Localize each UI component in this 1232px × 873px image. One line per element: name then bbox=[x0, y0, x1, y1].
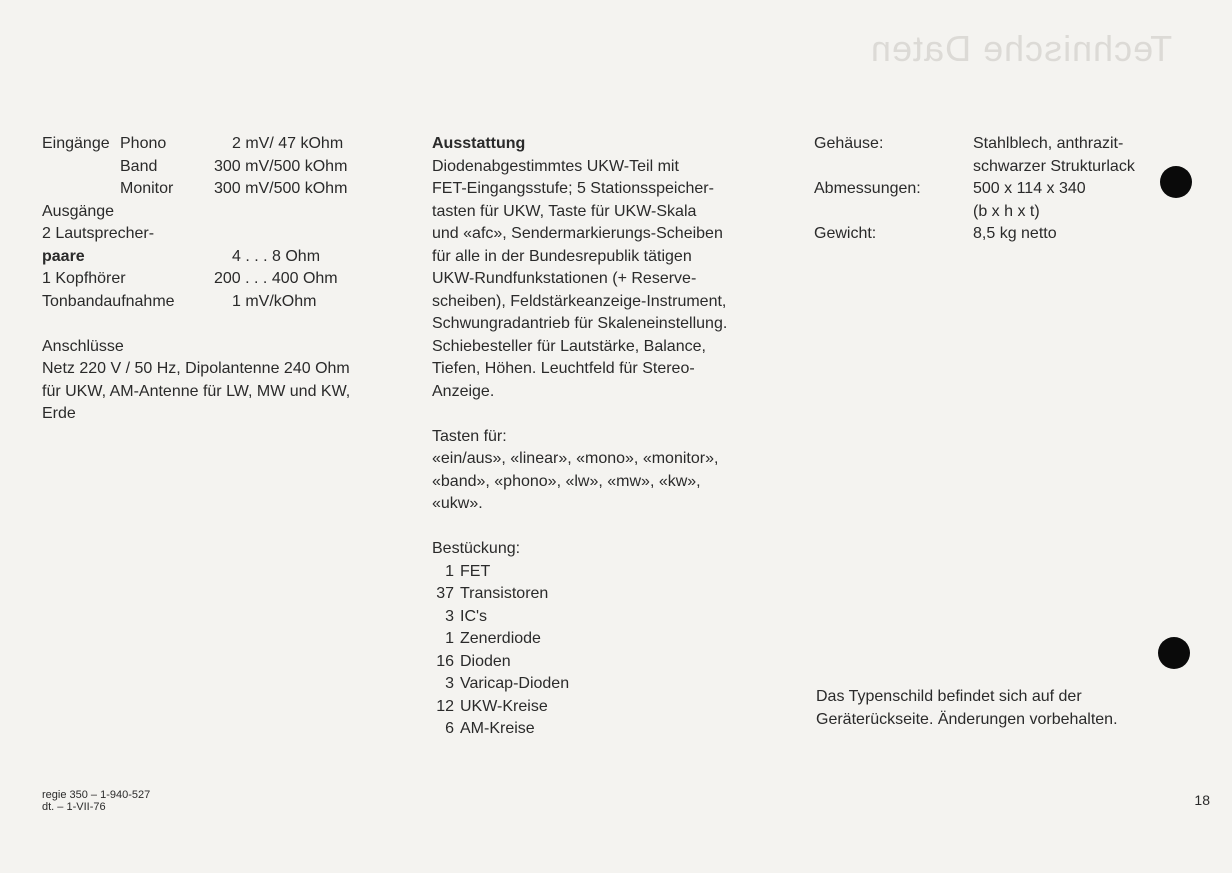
spec-value: Stahlblech, anthrazit- bbox=[973, 135, 1124, 152]
input-name: Phono bbox=[120, 135, 167, 152]
output-label: Tonbandaufnahme bbox=[42, 292, 175, 310]
connections-line bbox=[42, 381, 412, 404]
component-name: Dioden bbox=[460, 652, 511, 670]
binder-hole-icon bbox=[1158, 637, 1190, 669]
output-value: 1 mV/kOhm bbox=[232, 292, 317, 310]
input-row bbox=[42, 133, 412, 156]
spec-value: (b x h x t) bbox=[973, 202, 1040, 220]
column-features bbox=[432, 133, 792, 741]
component-name: FET bbox=[460, 562, 491, 580]
component-name: Transistoren bbox=[460, 585, 549, 602]
features-line: Schwungradantrieb für Skaleneinstellung. bbox=[432, 315, 728, 332]
input-row bbox=[42, 178, 412, 201]
components-list bbox=[432, 561, 792, 741]
features-text bbox=[432, 156, 792, 404]
component-name: AM-Kreise bbox=[460, 720, 535, 737]
buttons-line: «ukw». bbox=[432, 495, 483, 512]
notice-line: Das Typenschild befindet sich auf der bbox=[816, 688, 1082, 705]
features-line: Schiebesteller für Lautstärke, Balance, bbox=[432, 337, 706, 355]
input-name: Monitor bbox=[120, 180, 174, 197]
features-line: und «afc», Sendermarkierungs-Scheiben bbox=[432, 225, 723, 242]
input-value: 300 mV/500 kOhm bbox=[214, 180, 348, 197]
outputs-title bbox=[42, 201, 412, 224]
component-name: Varicap-Dioden bbox=[460, 675, 570, 692]
features-line: tasten für UKW, Taste für UKW-Skala bbox=[432, 202, 697, 220]
list-item bbox=[432, 561, 792, 584]
connections-line bbox=[42, 403, 412, 426]
spec-row bbox=[814, 156, 1174, 179]
output-label: 2 Lautsprecher- bbox=[42, 225, 155, 242]
connections-text: für UKW, AM-Antenne für LW, MW und KW, bbox=[42, 382, 351, 400]
column-housing bbox=[814, 133, 1174, 246]
components-title: Bestückung: bbox=[432, 540, 521, 557]
connections-text: Netz 220 V / 50 Hz, Dipolantenne 240 Ohm bbox=[42, 360, 350, 377]
output-row bbox=[42, 223, 412, 246]
spec-row bbox=[814, 178, 1174, 201]
component-count: 3 bbox=[445, 675, 454, 692]
section-heading: Ausstattung bbox=[432, 135, 526, 152]
spec-row bbox=[814, 223, 1174, 246]
list-item bbox=[432, 583, 792, 606]
list-item bbox=[432, 718, 792, 741]
list-item bbox=[432, 606, 792, 629]
component-count: 1 bbox=[445, 562, 454, 580]
spec-key: Gewicht: bbox=[814, 225, 877, 242]
features-line: Diodenabgestimmtes UKW-Teil mit bbox=[432, 157, 679, 175]
spec-row bbox=[814, 201, 1174, 224]
spec-key: Abmessungen: bbox=[814, 180, 921, 197]
output-label: paare bbox=[42, 247, 85, 265]
print-reference-line: dt. – 1-VII-76 bbox=[42, 801, 106, 813]
component-count: 1 bbox=[445, 630, 454, 647]
output-value: 200 . . . 400 Ohm bbox=[214, 270, 338, 287]
connections-line bbox=[42, 358, 412, 381]
spec-key: Gehäuse: bbox=[814, 135, 884, 152]
component-name: IC's bbox=[460, 607, 488, 625]
spec-value: 8,5 kg netto bbox=[973, 225, 1057, 242]
inputs-label: Eingänge bbox=[42, 135, 110, 152]
list-item bbox=[432, 651, 792, 674]
spec-row bbox=[814, 133, 1174, 156]
spec-value: schwarzer Strukturlack bbox=[973, 157, 1135, 175]
output-row bbox=[42, 246, 412, 269]
features-line: Anzeige. bbox=[432, 382, 495, 400]
connections-text: Erde bbox=[42, 405, 76, 422]
features-line: UKW-Rundfunkstationen (+ Reserve- bbox=[432, 270, 697, 287]
connections-title-text: Anschlüsse bbox=[42, 337, 124, 355]
component-name: UKW-Kreise bbox=[460, 697, 548, 715]
list-item bbox=[432, 673, 792, 696]
features-line: FET-Eingangsstufe; 5 Stationsspeicher- bbox=[432, 180, 714, 197]
connections-title bbox=[42, 336, 412, 359]
outputs-title-text: Ausgänge bbox=[42, 202, 115, 220]
spec-value: 500 x 114 x 340 bbox=[973, 180, 1086, 197]
features-line: für alle in der Bundesrepublik tätigen bbox=[432, 247, 692, 265]
features-line: Tiefen, Höhen. Leuchtfeld für Stereo- bbox=[432, 360, 695, 377]
output-row bbox=[42, 268, 412, 291]
component-count: 16 bbox=[436, 652, 454, 670]
column-electrical bbox=[42, 133, 412, 426]
output-row bbox=[42, 291, 412, 314]
component-count: 6 bbox=[445, 720, 454, 737]
component-count: 37 bbox=[436, 585, 454, 602]
component-count: 12 bbox=[436, 697, 454, 715]
features-line: scheiben), Feldstärkeanzeige-Instrument, bbox=[432, 292, 727, 310]
binder-hole-icon bbox=[1160, 166, 1192, 198]
input-value: 2 mV/ 47 kOhm bbox=[232, 135, 344, 152]
input-value: 300 mV/500 kOhm bbox=[214, 157, 348, 175]
page-bleed-through-heading: Technische Daten bbox=[869, 28, 1172, 69]
list-item bbox=[432, 628, 792, 651]
buttons-title: Tasten für: bbox=[432, 427, 507, 445]
print-reference bbox=[42, 789, 150, 813]
list-item bbox=[432, 696, 792, 719]
print-reference-line: regie 350 – 1-940-527 bbox=[42, 789, 151, 801]
component-count: 3 bbox=[445, 607, 454, 625]
page-number: 18 bbox=[1194, 792, 1210, 808]
input-name: Band bbox=[120, 157, 158, 175]
notice-line: Geräterückseite. Änderungen vorbehalten. bbox=[816, 710, 1118, 728]
component-name: Zenerdiode bbox=[460, 630, 541, 647]
buttons-line: «band», «phono», «lw», «mw», «kw», bbox=[432, 472, 701, 490]
output-label: 1 Kopfhörer bbox=[42, 270, 126, 287]
input-row bbox=[42, 156, 412, 179]
buttons-line: «ein/aus», «linear», «mono», «monitor», bbox=[432, 450, 719, 467]
output-value: 4 . . . 8 Ohm bbox=[232, 247, 321, 265]
type-plate-notice bbox=[816, 686, 1118, 731]
